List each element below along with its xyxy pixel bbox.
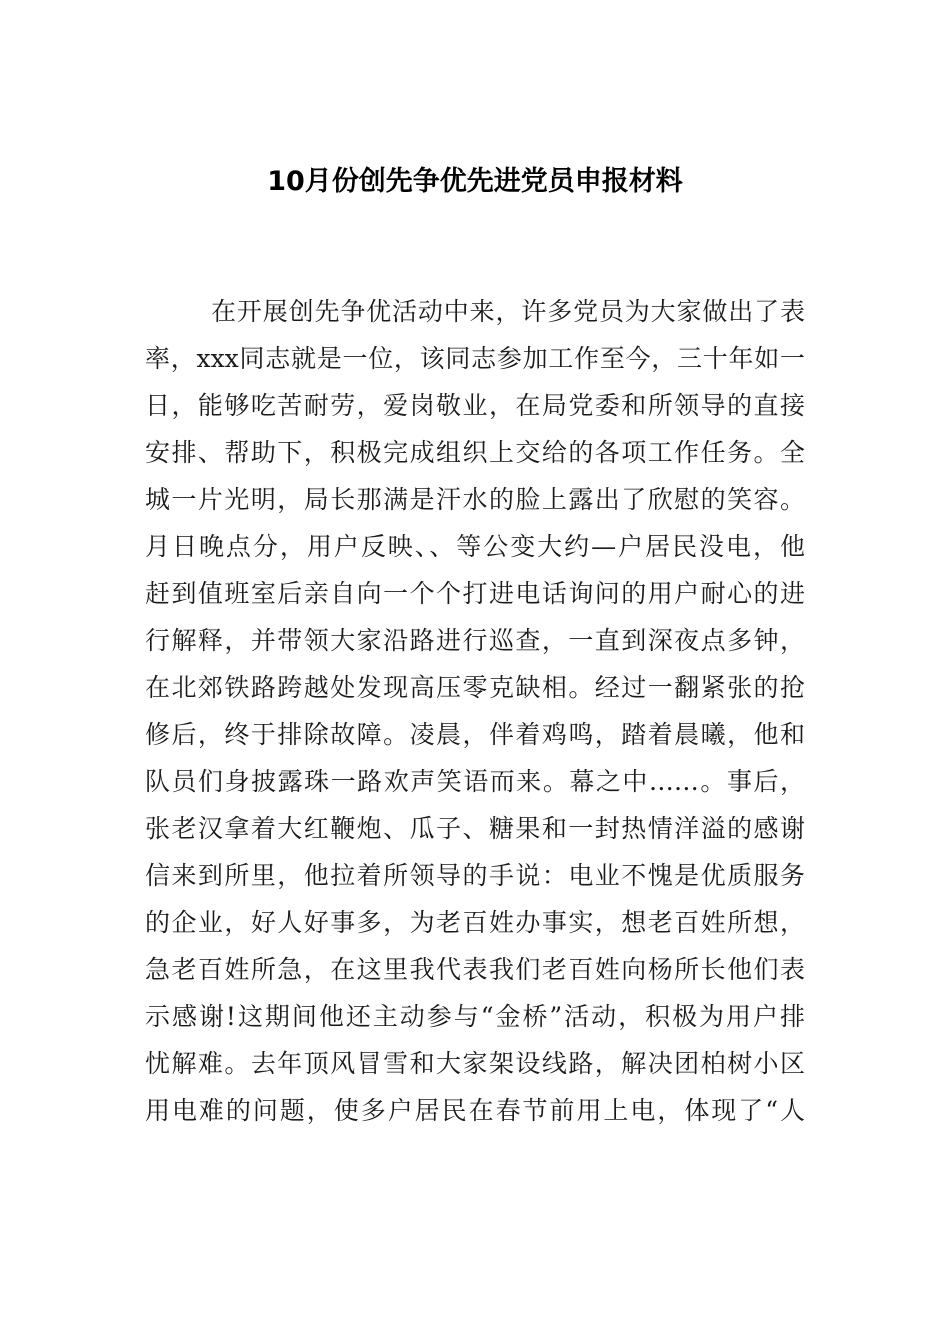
body-line: 张老汉拿着大红鞭炮、瓜子、糖果和一封热情洋溢的感谢	[145, 814, 805, 843]
body-line: 率，xxx同志就是一位，该同志参加工作至今，三十年如一	[145, 344, 805, 373]
body-line: 行解释，并带领大家沿路进行巡查，一直到深夜点多钟，	[145, 626, 805, 655]
body-line: 赶到值班室后亲自向一个个打进电话询问的用户耐心的进	[145, 579, 805, 608]
body-line: 月日晚点分，用户反映、、等公变大约—户居民没电，他	[145, 532, 805, 561]
body-line: 在北郊铁路跨越处发现高压零克缺相。经过一翻紧张的抢	[145, 673, 805, 702]
body-line: 的企业，好人好事多，为老百姓办事实，想老百姓所想，	[145, 908, 805, 937]
body-line: 急老百姓所急，在这里我代表我们老百姓向杨所长他们表	[145, 955, 805, 984]
body-line: 用电难的问题，使多户居民在春节前用上电，体现了“人	[145, 1096, 805, 1125]
body-line: 忧解难。去年顶风冒雪和大家架设线路，解决团柏树小区	[145, 1049, 805, 1078]
body-line: 日，能够吃苦耐劳，爱岗敬业，在局党委和所领导的直接	[145, 391, 805, 420]
body-line: 信来到所里，他拉着所领导的手说：电业不愧是优质服务	[145, 861, 805, 890]
body-line: 城一片光明，局长那满是汗水的脸上露出了欣慰的笑容。	[145, 485, 805, 514]
body-line: 队员们身披露珠一路欢声笑语而来。幕之中……。事后，	[145, 767, 805, 796]
body-line: 在开展创先争优活动中来，许多党员为大家做出了表	[211, 297, 805, 326]
body-line: 修后，终于排除故障。凌晨，伴着鸡鸣，踏着晨曦，他和	[145, 720, 805, 749]
body-line: 示感谢!这期间他还主动参与“金桥”活动，积极为用户排	[145, 1002, 805, 1031]
document-title: 10月份创先争优先进党员申报材料	[267, 166, 683, 197]
document-body	[145, 288, 805, 1134]
body-line: 安排、帮助下，积极完成组织上交给的各项工作任务。全	[145, 438, 805, 467]
